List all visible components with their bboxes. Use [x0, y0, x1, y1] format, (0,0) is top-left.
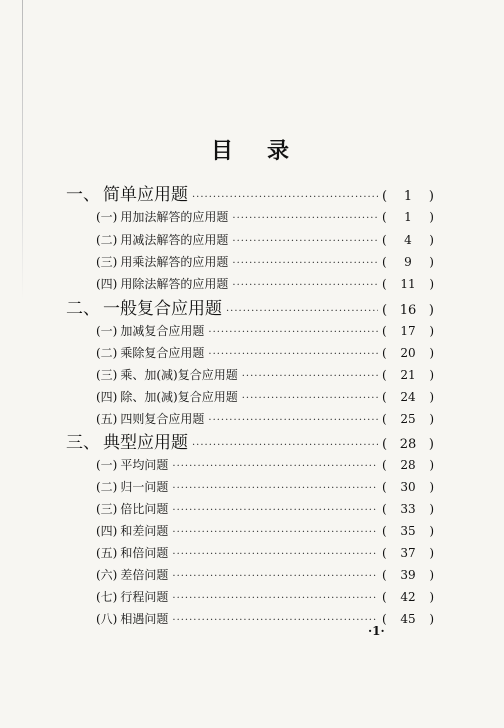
toc-entry: (三) 用乘法解答的应用题 ····· ( 9 )	[96, 253, 434, 270]
toc-entry: (七) 行程问题 ····· ( 42 )	[96, 588, 434, 605]
section-number: 三、	[66, 433, 100, 453]
page-ref: ( 45 )	[382, 612, 434, 626]
toc-entry: (四) 用除法解答的应用题 ····· ( 11 )	[96, 275, 434, 292]
toc-entry: (一) 用加法解答的应用题 ····· ( 1 )	[96, 208, 434, 225]
page-title	[0, 134, 504, 165]
page-ref: ( 24 )	[382, 390, 434, 404]
toc-entry: (六) 差倍问题 ····· ( 39 )	[96, 566, 434, 583]
page-ref: ( 1 )	[382, 210, 434, 224]
toc-entry: (二) 用减法解答的应用题 ····· ( 4 )	[96, 231, 434, 248]
page-ref: ( 16 )	[382, 303, 434, 318]
page-ref: ( 11 )	[382, 277, 434, 291]
page-ref: ( 9 )	[382, 255, 434, 269]
toc-entry: (一) 平均问题 ····· ( 28 )	[96, 456, 434, 473]
page-ref: ( 39 )	[382, 568, 434, 582]
title-char-right: 录	[267, 138, 294, 164]
section-title: 简单应用题	[103, 185, 188, 205]
page-ref: ( 4 )	[382, 233, 434, 247]
toc-entry: (二) 归一问题 ····· ( 30 )	[96, 478, 434, 495]
toc-section-2	[66, 294, 434, 319]
toc-entry: (三) 倍比问题 ····· ( 33 )	[96, 500, 434, 517]
toc-entry: (一) 加减复合应用题 ····· ( 17 )	[96, 322, 434, 339]
toc-entry: (二) 乘除复合应用题 ····· ( 20 )	[96, 344, 434, 361]
section-number: 一、	[66, 185, 100, 205]
page-number: ·1·	[368, 624, 385, 638]
toc-entry: (五) 和倍问题 ····· ( 37 )	[96, 544, 434, 561]
toc-entry: (五) 四则复合应用题 ····· ( 25 )	[96, 410, 434, 427]
dot-leader	[192, 192, 378, 203]
section-title: 一般复合应用题	[103, 299, 222, 319]
page-ref: ( 21 )	[382, 368, 434, 382]
page-ref: ( 1 )	[382, 189, 434, 204]
dot-leader	[226, 306, 378, 317]
page-ref: ( 33 )	[382, 502, 434, 516]
section-title: 典型应用题	[103, 433, 188, 453]
title-char-left: 目	[210, 138, 237, 164]
toc-entry: (四) 除、加(减)复合应用题 ····· ( 24 )	[96, 388, 434, 405]
page-ref: ( 37 )	[382, 546, 434, 560]
page-ref: ( 35 )	[382, 524, 434, 538]
page-ref: ( 28 )	[382, 437, 434, 452]
page-ref: ( 17 )	[382, 324, 434, 338]
page-ref: ( 28 )	[382, 458, 434, 472]
toc-section-1	[66, 180, 434, 205]
dot-leader	[192, 440, 378, 451]
page-ref: ( 30 )	[382, 480, 434, 494]
page-ref: ( 20 )	[382, 346, 434, 360]
page-ref: ( 42 )	[382, 590, 434, 604]
toc-section-3	[66, 428, 434, 453]
section-number: 二、	[66, 299, 100, 319]
page-ref: ( 25 )	[382, 412, 434, 426]
toc-entry: (四) 和差问题 ····· ( 35 )	[96, 522, 434, 539]
toc-entry: (八) 相遇问题 ····· ( 45 )	[96, 610, 434, 627]
toc-entry: (三) 乘、加(减)复合应用题 ····· ( 21 )	[96, 366, 434, 383]
